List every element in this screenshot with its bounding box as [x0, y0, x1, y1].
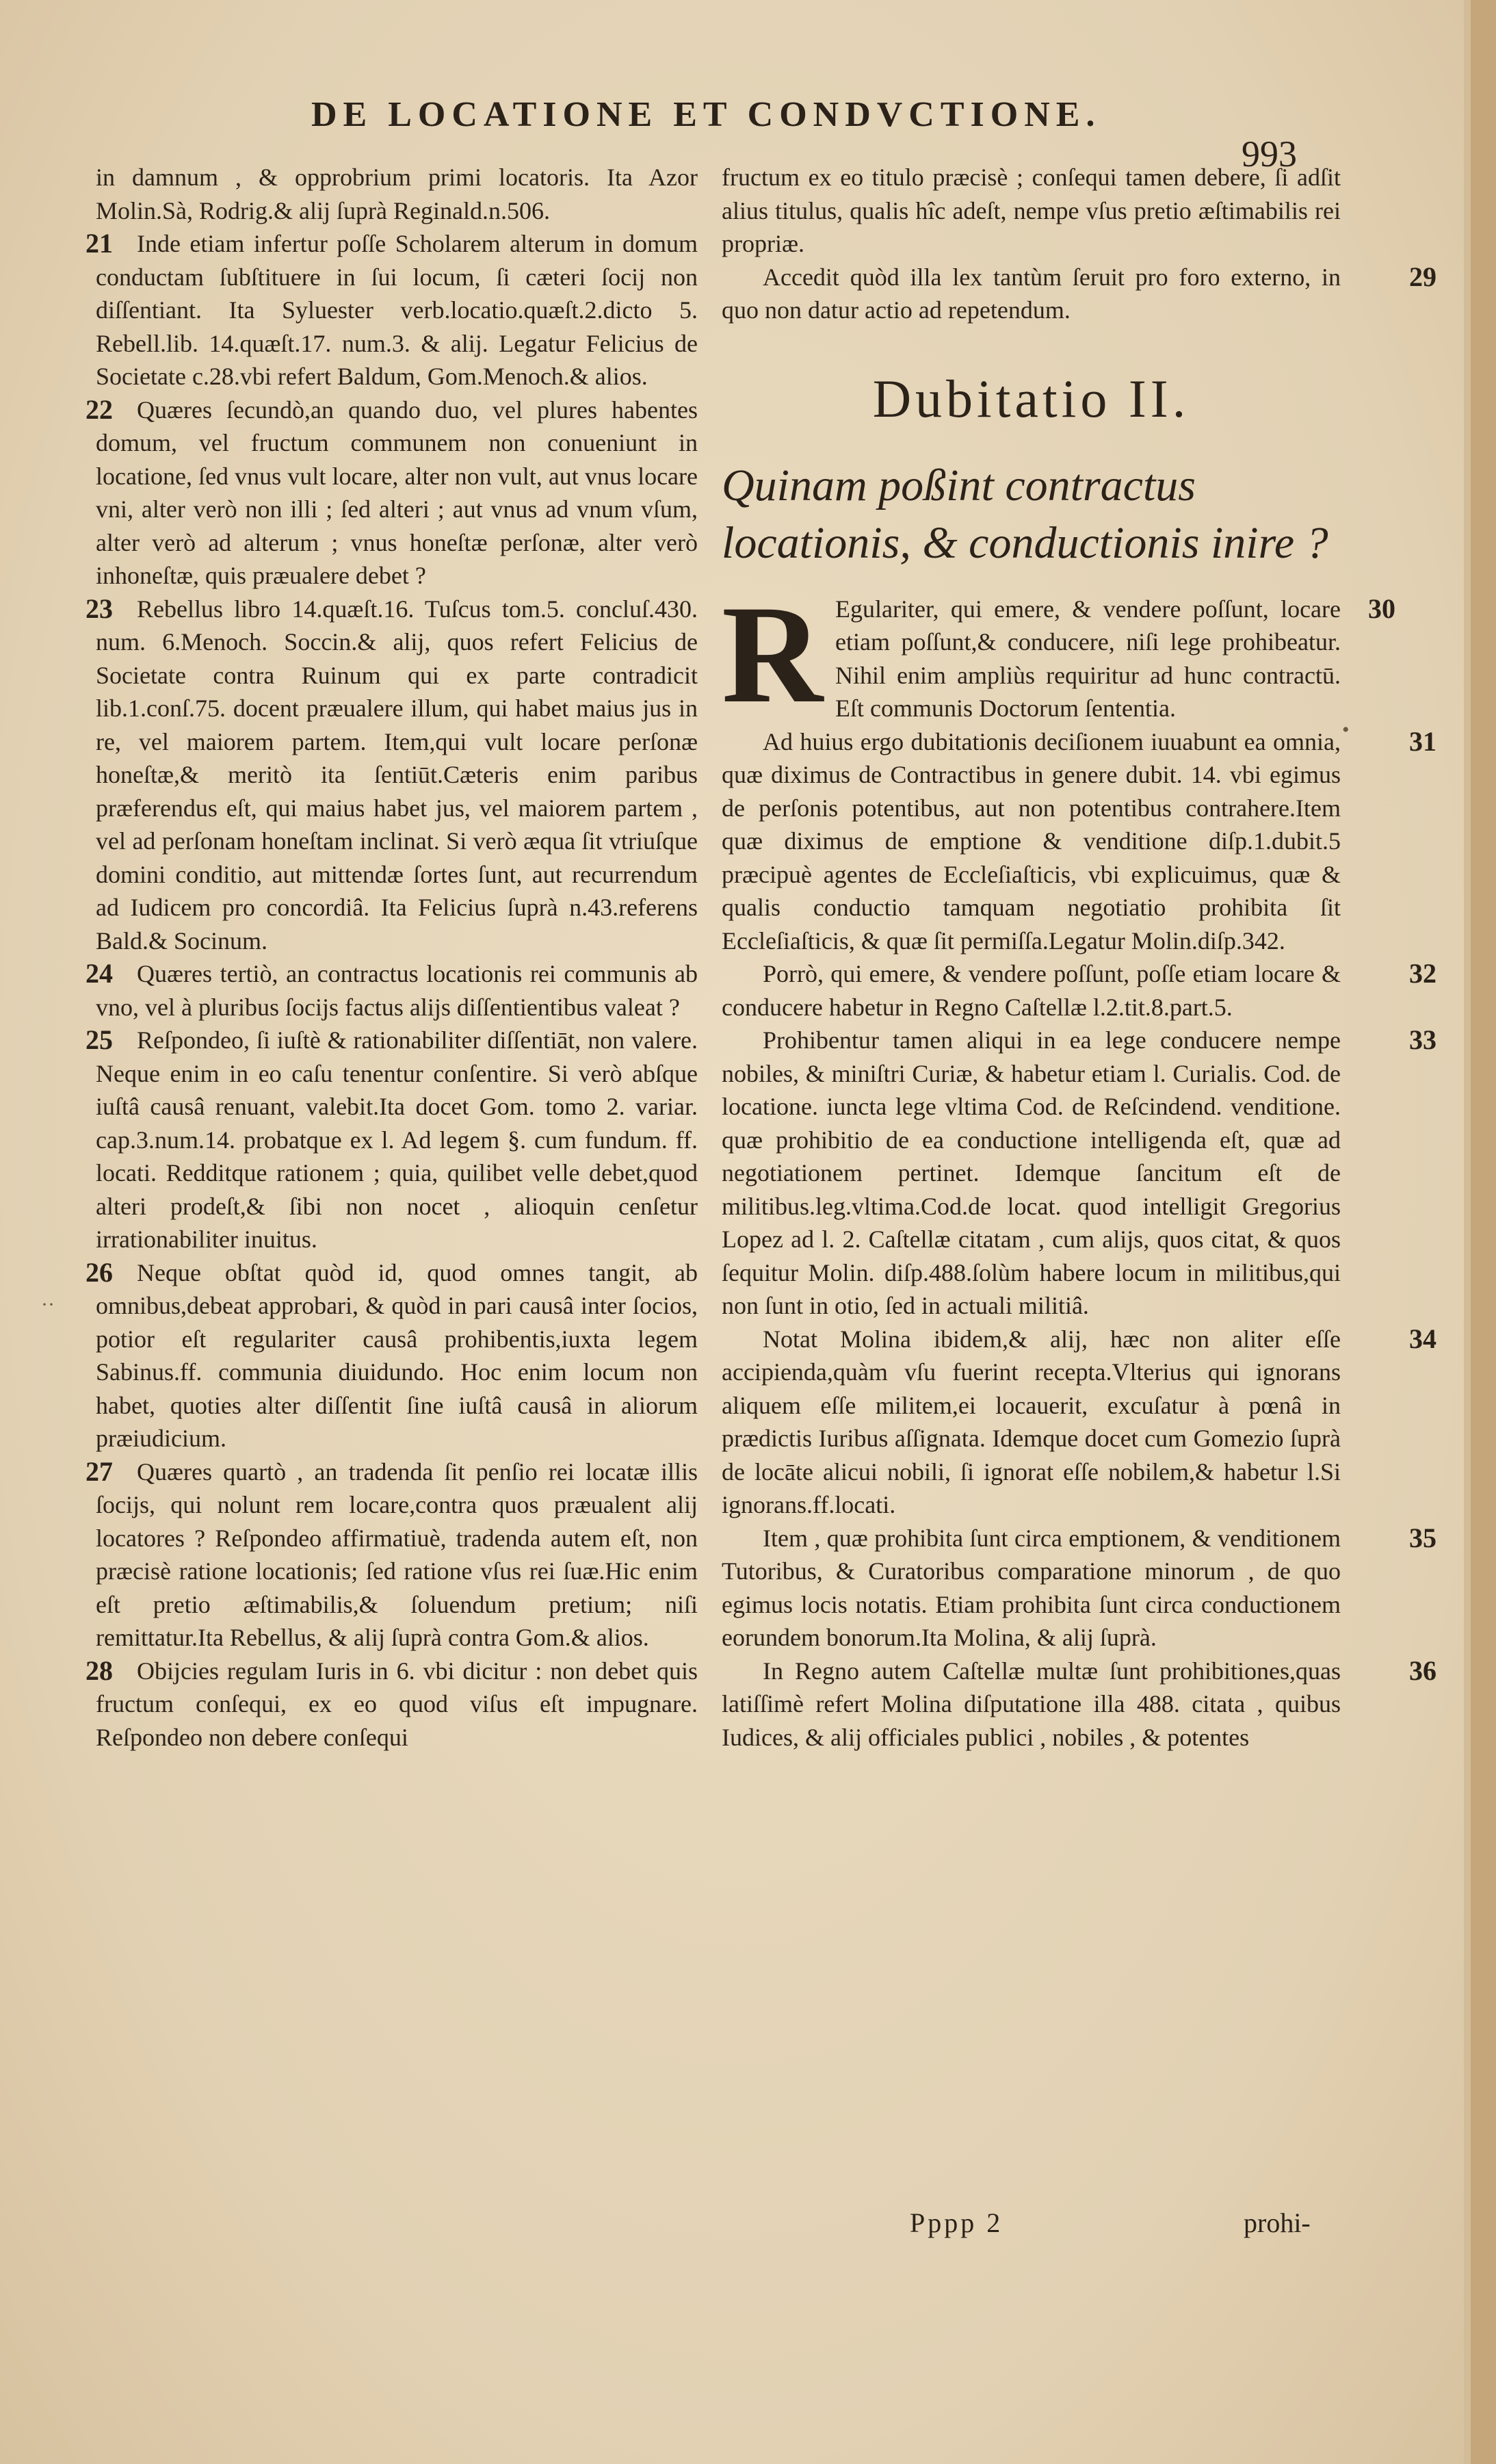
- paragraph-text: Egulariter, qui emere, & vendere poſſunt, locare etiam poſſunt,& conducere, niſi lege prohibeatur. Nihil enim ampliùs requiritur ad hunc contractū. Eſt communis Doctorum ſententia.: [835, 595, 1341, 722]
- numbered-paragraph: [86, 393, 698, 593]
- paragraph-text: Notat Molina ibidem,& alij, hæc non aliter eſſe accipienda,quàm vſu fuerint recepta.Vlterius qui ignorans aliquem eſſe militem,ei locauerit, excuſatur à pœnâ in prædictis Iuribus aſſignata. Idemque docet cum Gomezio ſuprà de locāte alicui nobili, ſi ignorat eſſe nobilem,& habetur l.Si ignorans.ff.locati.: [722, 1325, 1341, 1518]
- paragraph-text: Quæres ſecundò,an quando duo, vel plures habentes domum, vel fructum communem non conueniunt in locatione, ſed vnus vult locare, alter non vult, aut vnus locare vni, alter verò non illi ; ſed alteri ; aut vnus ad vnum vſum, alter verò ad alterum ; vnus honeſtæ perſonæ, alter verò inhoneſtæ, quis præualere debet ?: [96, 395, 698, 589]
- page-edge: [1471, 0, 1496, 2464]
- paragraph-text: Accedit quòd illa lex tantùm ſeruit pro foro externo, in quo non datur actio ad repetendum.: [722, 263, 1341, 324]
- numbered-paragraph: [722, 957, 1436, 1024]
- margin-number: 24: [86, 958, 113, 989]
- paragraph-text: Quæres tertiò, an contractus locationis rei communis ab vno, vel à pluribus ſocijs factus alijs diſſentientibus valeat ?: [96, 960, 698, 1021]
- numbered-paragraph: [86, 1256, 698, 1455]
- paragraph-text: Neque obſtat quòd id, quod omnes tangit, ab omnibus,debeat approbari, & quòd in pari causâ inter ſocios, potior eſt regulariter causâ prohibentis,iuxta legem Sabinus.ff. communia diuidundo. Hoc enim locum non habet, quoties alter diſſentit ſine iuſtâ causâ in aliorum præiudicium.: [96, 1258, 698, 1452]
- numbered-paragraph: [722, 576, 1395, 732]
- paragraph-text: fructum ex eo titulo præcisè ; conſequi tamen debere, ſi adſit alius titulus, qualis hîc adeſt, nempe vſus pretio æſtimabilis rei propriæ.: [722, 164, 1341, 257]
- numbered-paragraph: [86, 593, 698, 958]
- margin-number: 27: [86, 1455, 113, 1487]
- paragraph-text: Rebellus libro 14.quæſt.16. Tuſcus tom.5. concluſ.430. num. 6.Menoch. Soccin.& alij, quos refert Felicius de Societate contra Ruinum qui ex parte contradicit lib.1.conſ.75. docent præualere illum, qui habet maius jus in re, vel maiorem partem. Item,qui vult locare perſonæ honeſtæ,& meritò ita ſentiūt.Cæteris enim paribus præferendus eſt, qui maius habet jus, vel maiorem partem , vel ad perſonam honeſtam inclinat. Si verò æqua ſit vtriuſque domini conditio, aut mittendæ ſortes ſunt, aut recurrendum ad Iudicem pro concordiâ. Ita Felicius ſuprà n.43.referens Bald.& Socinum.: [96, 595, 698, 955]
- margin-number: 28: [86, 1655, 113, 1686]
- paragraph-text: Ad huius ergo dubitationis deciſionem iuuabunt ea omnia, quæ diximus de Contractibus in genere dubit. 14. vbi egimus de perſonis potentibus, aut non potentibus contrahere.Item quæ diximus de emptione & venditione diſp.1.dubit.5 præcipuè agentes de Eccleſiaſticis, vbi explicuimus, quæ & qualis conductio tamquam negotiatio prohibita ſit Eccleſiaſticis, & quæ ſit permiſſa.Legatur Molin.diſp.342.: [722, 727, 1341, 955]
- margin-number: 29: [1409, 261, 1436, 292]
- paragraph-text: Item , quæ prohibita ſunt circa emptionem, & venditionem Tutoribus, & Curatoribus comparatione minorum , de quo egimus locis notatis. Etiam prohibita ſunt circa conductionem eorundem bonorum.Ita Molina, & alij ſuprà.: [722, 1524, 1341, 1651]
- numbered-paragraph: [86, 1455, 698, 1655]
- paragraph-text: Quæres quartò , an tradenda ſit penſio rei locatæ illis ſocijs, qui nolunt rem locare,contra quos præualent alij locatores ? Reſpondeo affirmatiuè, tradenda autem eſt, non præcisè ratione locationis; ſed ratione vſus rei ſuæ.Hic enim eſt pretio æſtimabilis,& ſoluendum pretium; niſi remittatur.Ita Rebellus, & alij ſuprà contra Gom.& alios.: [96, 1457, 698, 1651]
- paragraph-text: Inde etiam infertur poſſe Scholarem alterum in domum conductam ſubſtituere in ſui locum, ſi cæteri ſocij non diſſentiant. Ita Syluester verb.locatio.quæſt.2.dicto 5. Rebell.lib. 14.quæſt.17. num.3. & alij. Legatur Felicius de Societate c.28.vbi refert Baldum, Gom.Menoch.& alios.: [96, 230, 698, 390]
- paragraph: [722, 161, 1341, 261]
- numbered-paragraph: [722, 1323, 1436, 1522]
- margin-number: 23: [86, 593, 113, 624]
- margin-number: 35: [1409, 1522, 1436, 1553]
- paragraph-text: in damnum , & opprobrium primi locatoris. Ita Azor Molin.Sà, Rodrig.& alij ſuprà Reginald.n.506.: [96, 164, 698, 224]
- margin-number: 30: [1368, 593, 1395, 624]
- paragraph-text: In Regno autem Caſtellæ multæ ſunt prohibitiones,quas latiſſimè refert Molina diſputatione illa 488. citata , quibus Iudices, & alij officiales publici , nobiles , & potentes: [722, 1657, 1341, 1751]
- numbered-paragraph: [86, 1655, 698, 1754]
- numbered-paragraph: [722, 261, 1436, 327]
- stray-mark: •: [1342, 718, 1350, 741]
- section-heading: Dubitatio II.: [872, 368, 1190, 428]
- margin-number: 32: [1409, 958, 1436, 989]
- margin-number: 31: [1409, 725, 1436, 757]
- left-column: [86, 161, 698, 1754]
- paragraph-text: Prohibentur tamen aliqui in ea lege conducere nempe nobiles, & miniſtri Curiæ, & habetur etiam l. Curialis. Cod. de locatione. iuncta lege vltima Cod. de Reſcindend. venditione. quæ prohibitio de ea conductione intelligenda eſt, quæ ad negotiationem pertinet. Idemque ſancitum eſt de militibus.leg.vltima.Cod.de locat. quod intelligit Gregorius Lopez ad l. 2. Caſtellæ citatam , cum alijs, quos citat, & quos ſequitur Molin. diſp.488.ſolùm habere locum in militibus,qui non ſunt in otio, ſed in actuali militiâ.: [722, 1026, 1341, 1319]
- margin-number: 34: [1409, 1323, 1436, 1354]
- signature-mark: Pppp 2: [910, 2207, 1003, 2238]
- margin-number: 21: [86, 228, 113, 259]
- page-header: [311, 82, 1419, 174]
- paragraph-text: Reſpondeo, ſi iuſtè & rationabiliter diſſentiāt, non valere. Neque enim in eo caſu tenentur conſentire. Si verò abſque iuſtâ causâ renuant, valebit.Ita docet Gom. tomo 2. variar. cap.3.num.14. probatque ex l. Ad legem §. cum fundum. ff. locati. Redditque rationem ; quia, quilibet velle debet,quod alteri prodeſt,& ſibi non nocet , alioquin cenſetur irrationabiliter inuitus.: [96, 1026, 698, 1253]
- margin-number: 22: [86, 393, 113, 425]
- paragraph-text: Porrò, qui emere, & vendere poſſunt, poſſe etiam locare & conducere habetur in Regno Caſtellæ l.2.tit.8.part.5.: [722, 960, 1341, 1021]
- numbered-paragraph: [86, 227, 698, 393]
- margin-number: 25: [86, 1024, 113, 1055]
- stray-mark: ··: [41, 1293, 55, 1316]
- numbered-paragraph: [722, 725, 1436, 958]
- numbered-paragraph: [722, 1655, 1436, 1754]
- numbered-paragraph: [86, 1024, 698, 1256]
- running-title: DE LOCATIONE ET CONDVCTIONE.: [311, 95, 1101, 134]
- question-heading: Quinam poßint contractus locationis, & conductionis inire ?: [722, 460, 1328, 568]
- drop-cap: R: [722, 576, 824, 732]
- numbered-paragraph: [722, 1522, 1436, 1655]
- paragraph-text: Obijcies regulam Iuris in 6. vbi dicitur : non debet quis fructum conſequi, ex eo quod viſus eſt impugnare. Reſpondeo non debere conſequi: [96, 1657, 698, 1751]
- margin-number: 26: [86, 1256, 113, 1288]
- numbered-paragraph: [86, 957, 698, 1024]
- catchword: prohi-: [1244, 2207, 1311, 2238]
- numbered-paragraph: [722, 1024, 1436, 1323]
- margin-number: 33: [1409, 1024, 1436, 1055]
- paragraph: [96, 161, 698, 227]
- margin-number: 36: [1409, 1655, 1436, 1686]
- page-number: 993: [1242, 133, 1297, 174]
- right-column: [722, 161, 1436, 1754]
